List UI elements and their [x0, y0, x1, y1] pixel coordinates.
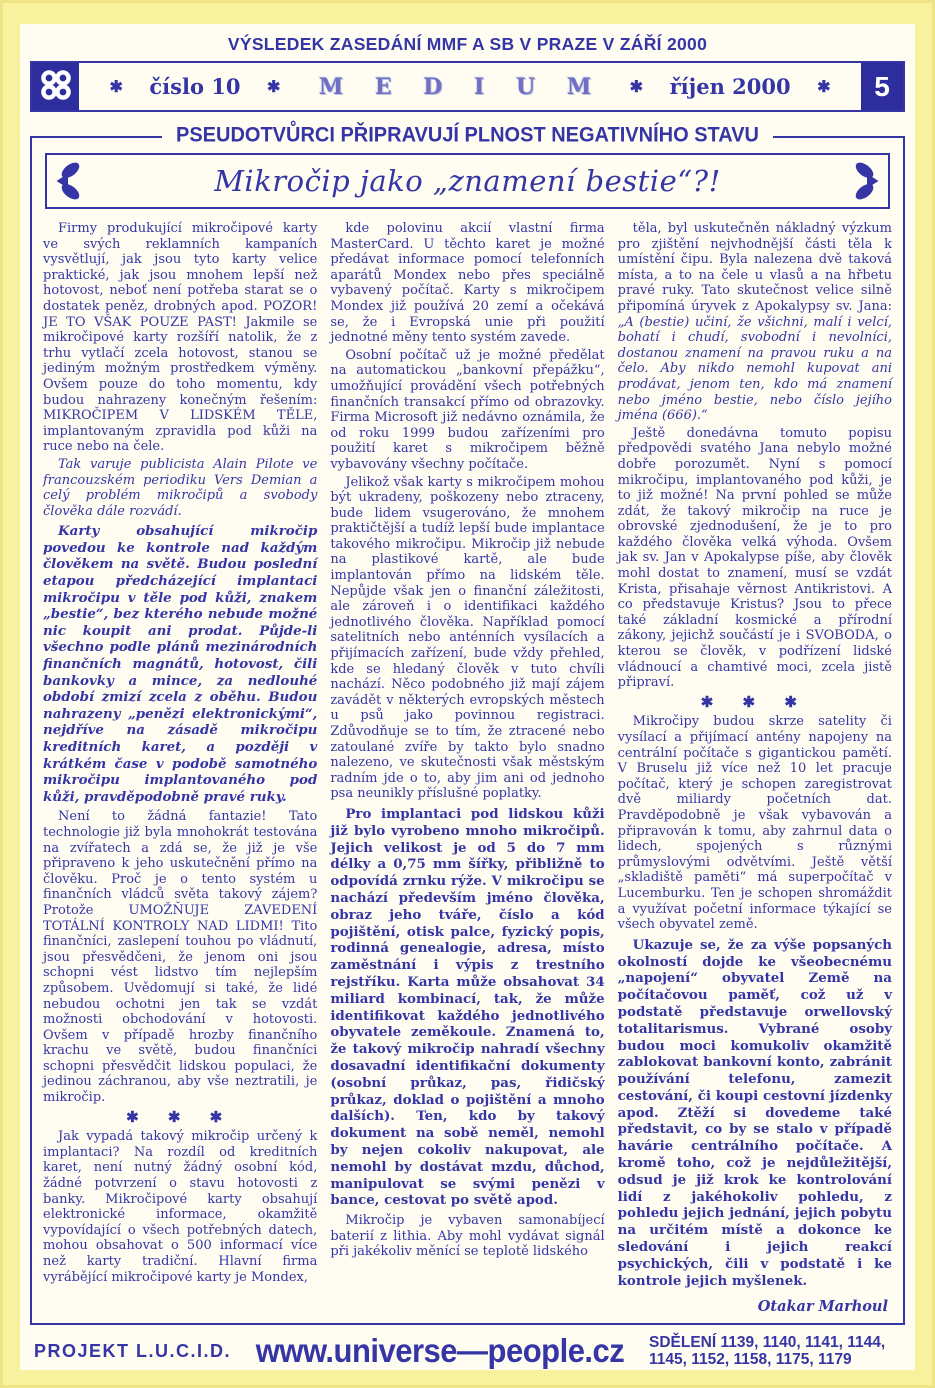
article-title-banner [45, 153, 890, 209]
paragraph: Osobní počítač už je možné předělat na automatickou „bankovní přepážku“, umožňující provádění všech potřebných finančních transakcí přímo od obrazovky. Firma Microsoft již nedávno oznámila, že od roku 1999 budou zařízeními pro použití karet s mikročipem běžně vybavovány všechny počítače. [330, 347, 605, 472]
paragraph: Není to žádná fantazie! Tato technologie již byla mnohokrát testována na zvířatech a zdá se, že již je vše připraveno k jeho uskutečnění přímo na člověku. Proč je o tento systém u finančních vládců světa takový zájem? Protože UMOŽŇUJE ZAVEDENÍ TOTÁLNÍ KONTROLY NAD LIDMI! Tito finančníci, zaslepení touhou po vládnutí, jsou přesvědčeni, že jenom oni jsou schopni vést lidstvo tím nejlepším způsobem. Uvědomují si také, že lidé nebudou ochotni jen tak se vzdát možnosti obchodování v hotovosti. Ovšem v případě hrozby finančního krachu ve světě, budou finančníci schopni přesvědčit lidskou populaci, že jedinou záchranou, aby vše neztratili, je mikročip. [43, 809, 318, 1106]
paragraph: Ještě donedávna tomuto popisu předpovědi svatého Jana nebylo možné dobře porozumět. Nyní s pomocí mikročipu, implantovaného pod kůži, je to již možné! Na první pohled se může zdát, že takový mikročip na ruce je obrovské zjednodušení, že je to pro každého člověka velká výhoda. Ovšem jak sv. Jan v Apokalypse píše, aby člověk mohl dostat to znamení, musí se vzdát Krista, přisahaje věrnost Antikristovi. A co představuje Kristus? Jsou to přece také základní kosmické a přírodní zákony, jejichž součástí je i SVOBODA, o kterou se člověk, v podřízení lidské vládnoucí a chamtivé moci, zcela jistě připraví. [617, 425, 892, 691]
magazine-title: M E D I U M [318, 73, 604, 100]
masthead-bar [30, 61, 905, 112]
column-3 [618, 221, 892, 1317]
paragraph: Jak vypadá takový mikročip určený k implantaci? Na rozdíl od kreditních karet, není nutný žádný osobní kód, žádné potvrzení o stavu hotovosti z banky. Mikročipové karty obsahují elektronické informace, okamžitě vypovídající o všech potřebných datech, mohou obsahovat o 500 informací více než karty tradiční. Hlavní firma vyrábějící mikročipové karty je Mondex, [43, 1129, 318, 1285]
star-ornament-icon: ✱ [266, 77, 281, 96]
paragraph: Jelikož však karty s mikročipem mohou být ukradeny, poškozeny nebo ztraceny, bude lidem vsugerováno, že mnohem praktičtější a tudíž lepší bude implantace takového mikročipu. Mikročip již nebude na plastikové kartě, ale bude implantován přímo na lidském těle. Nepůjde však jen o finanční záležitosti, ale zároveň i o identifikaci každého jednotlivého člověka. Například pomocí satelitních nebo anténních vysílacích a přijímacích zařízení, bude vždy přehled, kde se hledaný člověk v tuto chvíli nachází. Něco podobného již mají zájem zavádět v některých evropských městech u psů jako povinnou registraci. Zdůvodňuje se to tím, že ztracené nebo zatoulané zvíře by takto bylo snadno nalezeno, ve skutečnosti však městským radním jde o to, aby jim ani od jednoho psa neunikly příslušné poplatky. [330, 474, 605, 802]
paragraph: Tak varuje publicista Alain Pilote ve francouzském periodiku Vers Demian a celý problém mikročipů a svobody člověka dále rozvádí. [43, 456, 318, 519]
paragraph [618, 221, 892, 424]
paragraph: Mikročipy budou skrze satelity či vysílací a přijímací antény napojeny na centrální počítače s gigantickou pamětí. V Bruselu již více než 10 let pracuje počítač, který je schopen zaregistrovat dvě miliardy početních dat. Pravděpodobně je však vybavován a připravován k tomu, aby zahrnul data o lidech, spojených s různými průmyslovými odvětvími. Ještě větší „skladiště paměti“ má superpočítač v Lucemburku. Ten je schopen shromáždit a využívat početní informace týkající se všech obyvatel země. [617, 714, 892, 933]
section-separator: ✱ ✱ ✱ [700, 692, 809, 711]
website-url: www.universe—people.cz [255, 1331, 625, 1370]
text-segment: „A (bestie) učiní, že všichni, malí i velcí, bohatí i chudí, svobodní i nevolníci, dostanou znamení na pravou ruku a na čelo. Aby nikdo nemohl kupovat ani prodávat, jenom ten, kdo má znamení nebo jméno bestie, nebo číslo jejího jména (666).“ [617, 314, 892, 424]
column-2 [330, 221, 604, 1317]
issue-date: říjen 2000 [669, 74, 791, 99]
messages-reference: SDĚLENÍ 1139, 1140, 1141, 1144, 1145, 1152, 1158, 1175, 1179 [649, 1334, 886, 1369]
star-ornament-icon: ✱ [109, 77, 123, 96]
page-number: 5 [861, 63, 903, 110]
kicker-heading: PSEUDOTVŮRCI PŘIPRAVUJÍ PLNOST NEGATIVNÍHO STAVU [162, 123, 773, 147]
author-signature: Otakar Marhoul [757, 1298, 888, 1316]
star-ornament-icon: ✱ [629, 77, 644, 96]
article-title: Mikročip jako „znamení bestie“?! [214, 164, 721, 198]
masthead-center [79, 63, 861, 110]
column-1 [43, 221, 317, 1317]
paragraph: Firmy produkující mikročipové karty ve svých reklamních kampaních vysvětlují, jak jsou tyto karty velice praktické, jak jsou mnohem lepší než hotovost, neboť není potřeba starat se o dostatek peněz, drobných apod. POZOR! JE TO VŠAK POUZE PAST! Jakmile se mikročipové karty rozšíří natolik, že z trhu vytlačí zcela hotovost, stanou se jediným možným prostředkem výměny. Ovšem pouze do toho momentu, kdy budou nahrazeny konečným řešením: MIKROČIPEM V LIDSKÉM TĚLE, implantovaným zpravidla pod kůži na ruce nebo na čele. [43, 221, 318, 455]
paragraph: Ukazuje se, že za výše popsaných okolností dojde ke všeobecnému „napojení“ obyvatel Země na počítačovou paměť, což už v podstatě představuje orwellovský totalitarismus. Vybrané osoby budou moci komukoliv okamžitě zablokovat bankovní konto, zabránit používání telefonu, zamezit cestování, či koupi cestovní jízdenky apod. Ztěží si dovedeme také představit, co by se stalo v případě havárie centrálního počítače. A kromě toho, což je nejdůležitější, odsud je již krok ke kontrolování lidí z jakéhokoliv pohledu, z pohledu jejich jednání, jejich pobytu na určitém místě a dokonce ke sledování i jejich reakcí psychických, čili v podstatě i ke kontrole jejich myšlenek. [617, 936, 892, 1289]
article-body [43, 221, 892, 1317]
text-segment: těla, byl uskutečněn nákladný výzkum pro zjištění nejvhodnější části těla k umístění čipu. Byla nalezena dvě taková místa, a to na čele u vlasů a na hřbetu pravé ruky. Tato skutečnost velice silně připomíná úryvek z Apokalypsy sv. Jana: [617, 221, 892, 314]
double-leaf-arrow-icon [53, 158, 83, 204]
paragraph: Karty obsahující mikročip povedou ke kontrole nad každým člověkem na světě. Budou poslední etapou předcházející implantaci mikročipu v těle pod kůži, znakem „bestie“, bez kterého nebude možné nic koupit ani prodat. Půjde-li všechno podle plánů mezinárodních finančních magnátů, hotovost, čili bankovky a mince, za nedlouhé období zmizí zcela z oběhu. Budou nahrazeny „penězi elektronickými“, nejdříve na zásadě mikročipu kreditních karet, a později v krátkém čase v podobě samotného mikročipu implantovaného pod kůži, pravděpodobně pravé ruky. [43, 523, 318, 805]
issue-number: číslo 10 [149, 74, 241, 99]
paragraph: Mikročip je vybaven samonabíjecí baterií z lithia. Aby mohl vydávat signál při jakékoliv měnící se teplotě lidského [330, 1213, 605, 1260]
four-spiral-clover-icon [38, 67, 74, 107]
top-heading: VÝSLEDEK ZASEDÁNÍ MMF A SB V PRAZE V ZÁŘÍ 2000 [227, 34, 708, 54]
magazine-page [20, 24, 915, 1370]
project-label: PROJEKT L.U.C.I.D. [34, 1340, 232, 1361]
paragraph: kde polovinu akcií vlastní firma MasterCard. U těchto karet je možné předávat informace pomocí telefonních aparátů Mondex nebo přes speciálně vybavený počítač. Karty s mikročipem Mondex již používá 20 zemí a očekává se, že i Evropská unie při použití jednotné měny tento systém zavede. [330, 221, 605, 346]
publisher-logo [32, 63, 79, 110]
section-separator: ✱ ✱ ✱ [126, 1107, 235, 1126]
double-leaf-arrow-icon [852, 158, 882, 204]
page-footer [30, 1325, 905, 1369]
star-ornament-icon: ✱ [817, 77, 831, 96]
article-frame [30, 123, 905, 1325]
paragraph: Pro implantaci pod lidskou kůži již bylo vyrobeno mnoho mikročipů. Jejich velikost je od 5 do 7 mm délky a 0,75 mm šířky, přibližně to odpovídá zrnku rýže. V mikročipu se nachází především jméno člověka, obraz jeho tváře, číslo a kód pojištění, otisk palce, fyzický popis, rodinná genealogie, adresa, místo zaměstnání i výpis z trestního rejstříku. Karta může obsahovat 34 miliard kombinací, tak, že může identifikovat každého jednotlivého obyvatele zeměkoule. Znamená to, že takový mikročip nahradí všechny dosavadní identifikační dokumenty (osobní průkaz, pas, řidičský průkaz, doklad o pojištění a mnoho dalších). Ten, kdo by takový dokument na sobě neměl, nemohl by nejen cokoliv nakupovat, ale nemohl by dostávat mzdu, důchod, manipulovat se svými penězi v bance, cestovat po světě apod. [330, 805, 605, 1209]
